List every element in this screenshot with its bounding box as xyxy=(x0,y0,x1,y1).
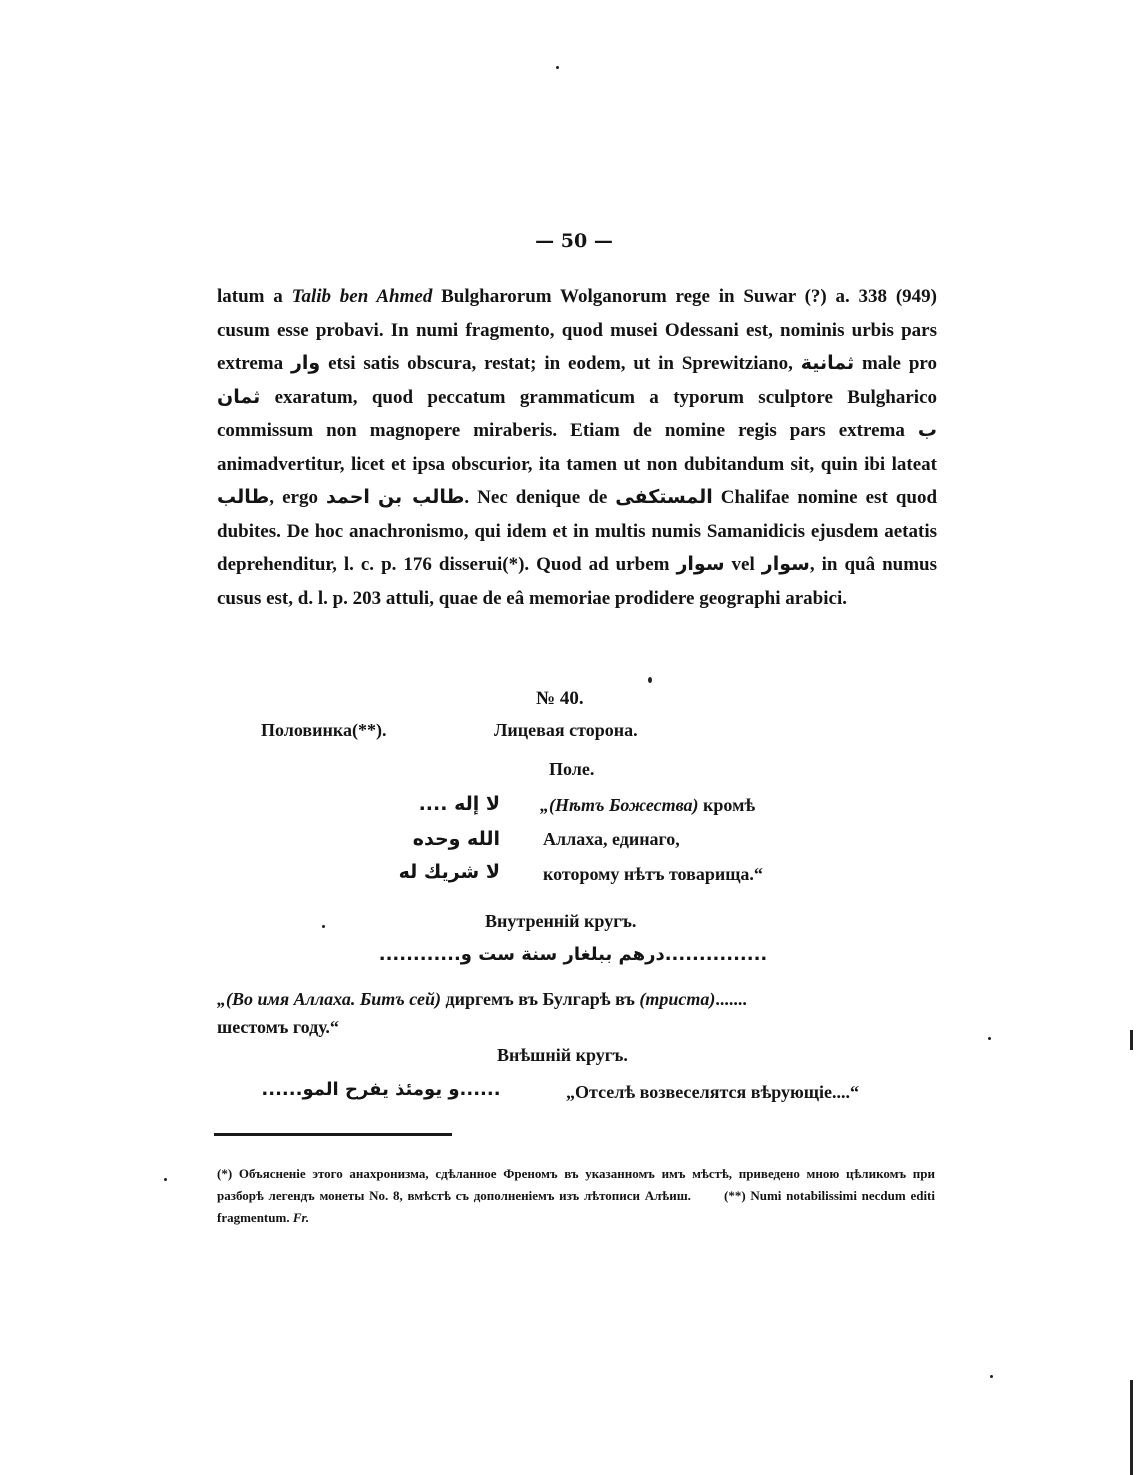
inner-circle-arabic: ...............درهم ببلغار سنة ست و............ xyxy=(378,944,768,965)
king-name: Talib ben Ahmed xyxy=(291,286,433,307)
scan-speck xyxy=(988,1037,991,1040)
arabic-ba: ب xyxy=(917,419,937,441)
p1-e: exaratum, quod peccatum grammaticum a typorum sculptore Bulgharico commissum non magnopere miraberis. Etiam de nomine regis pars extrema xyxy=(217,386,937,441)
inner-circle-text-b: ....... xyxy=(715,989,747,1009)
inner-circle-italic: „(Во имя Аллаха. Битъ сей) xyxy=(217,989,442,1009)
p1-f: animadvertitur, licet et ipsa obscurior, ita tamen ut non dubitandum sit, quin ibi lateat xyxy=(217,453,937,475)
outer-circle-heading: Внѣшній кругъ. xyxy=(497,1045,628,1065)
arabic-thaman: ثمان xyxy=(217,385,261,408)
p1-h: . Nec denique de xyxy=(464,487,616,508)
arabic-field-line-3: لا شريك له xyxy=(398,861,500,883)
arabic-field-line-1: لا إله .... xyxy=(418,793,500,815)
main-paragraph xyxy=(217,280,937,615)
footnotes xyxy=(217,1163,935,1229)
scan-edge-mark xyxy=(1130,1380,1133,1475)
arabic-talib: طالب xyxy=(217,486,270,508)
p1-c: etsi satis obscura, restat; in eodem, ut in Sprewitziano, xyxy=(320,353,801,374)
arabic-suwar-1: سوار xyxy=(676,553,725,575)
coin-number: № 40. xyxy=(536,688,584,709)
p1-d: male pro xyxy=(854,353,937,374)
arabic-suwar-2: سوار xyxy=(761,553,810,575)
footnote-signature: Fr. xyxy=(292,1210,310,1225)
arabic-talib-bin: طالب بن xyxy=(377,486,465,508)
field-heading: Поле. xyxy=(549,759,595,779)
arabic-thamaniya: ثمانية xyxy=(800,352,855,374)
p1-a: latum a xyxy=(217,286,292,307)
scan-speck xyxy=(990,1375,993,1378)
page-number: — 50 — xyxy=(535,230,613,252)
arabic-war: وار xyxy=(290,352,321,374)
arabic-field-line-2: الله وحده xyxy=(412,828,500,850)
arabic-mustakfi: المستكفى xyxy=(615,486,713,508)
p1-i: Chalifae nomine est quod dubites. De hoc anachronismo, qui idem et in multis numis Samanidicis ejusdem aetatis deprehenditur, l. c. p. 176 disserui(*). Quod ad urbem xyxy=(217,487,938,575)
scan-edge-mark xyxy=(1130,1030,1133,1050)
inner-circle-text-c: шестомъ году.“ xyxy=(217,1017,339,1037)
scan-speck xyxy=(556,66,559,69)
field-line-3: которому нѣтъ товарища.“ xyxy=(543,864,763,884)
field-line-1-italic: „(Нѣтъ Божества) xyxy=(540,795,699,815)
field-line-2: Аллаха, единаго, xyxy=(543,829,680,849)
p1-k: , in quâ numus cusus est, d. l. p. 203 attuli, quae de eâ memoriae prodidere geographi arabici. xyxy=(217,554,938,609)
footnote-1: (*) Объясненіе этого анахронизма, сдѣланное Френомъ въ указанномъ имъ мѣстѣ, приведено мною цѣликомъ при разборѣ легендъ монеты No. 8, вмѣстѣ съ дополненіемъ изъ лѣтописи Алѣиш. xyxy=(217,1166,935,1203)
coin-half-label: Половинка(**). xyxy=(261,720,387,740)
inner-circle-italic-2: (триста) xyxy=(639,989,716,1009)
footnote-rule xyxy=(214,1133,452,1136)
outer-circle-arabic: ......و يومئذ يفرح المو...... xyxy=(261,1079,501,1100)
p1-j: vel xyxy=(724,554,762,575)
field-line-1-rest: кромѣ xyxy=(698,795,756,815)
scan-speck xyxy=(648,677,652,683)
obverse-heading: Лицевая сторона. xyxy=(494,720,638,740)
p1-g: , ergo xyxy=(269,487,326,508)
p1-b: Bulgharorum Wolganorum rege in Suwar (?) a. 338 (949) cusum esse probavi. In numi fragmento, quod musei Odessani est, nominis urbis pars extrema xyxy=(217,286,938,374)
inner-circle-heading: Внутренній кругъ. xyxy=(485,911,637,931)
scan-speck xyxy=(322,925,325,928)
arabic-ahmad: احمد xyxy=(325,486,370,508)
footnote-2: (**) Numi notabilissimi necdum editi fragmentum. xyxy=(217,1188,935,1225)
outer-circle-text: „Отселѣ возвеселятся вѣрующіе....“ xyxy=(566,1082,859,1102)
scan-speck xyxy=(164,1178,167,1181)
inner-circle-text-a: диргемъ въ Булгарѣ въ xyxy=(441,989,640,1009)
